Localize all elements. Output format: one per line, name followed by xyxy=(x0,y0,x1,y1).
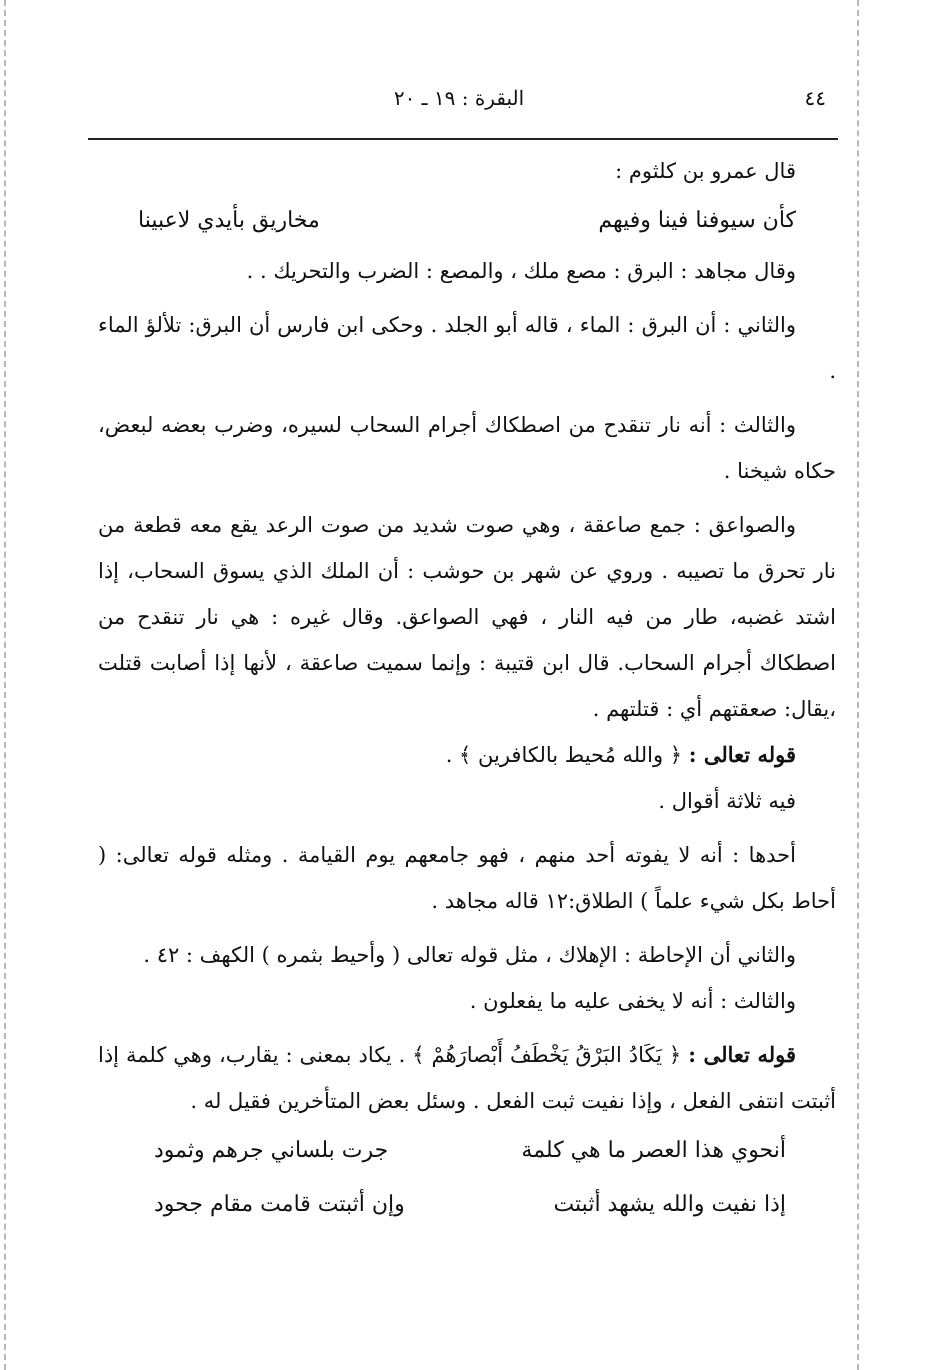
header-rule xyxy=(88,138,838,140)
verse-hemistich: مخاريق بأيدي لاعبينا xyxy=(138,208,320,233)
quran-quote-paragraph xyxy=(98,1032,836,1124)
quran-quote-paragraph xyxy=(98,732,836,778)
right-edge-marks xyxy=(857,0,859,1370)
paragraph: وقال مجاهد : البرق : مصع ملك ، والمصع : الضرب والتحريك . . xyxy=(246,259,796,283)
verse-hemistich: إذا نفيت والله يشهد أثبتت xyxy=(553,1192,786,1217)
paragraph: والثاني أن الإحاطة : الإهلاك ، مثل قوله تعالى ( وأحيط بثمره ) الكهف : ٤٢ . xyxy=(143,943,796,967)
paragraph: قال عمرو بن كلثوم : xyxy=(615,159,796,183)
left-edge-marks xyxy=(4,0,6,1370)
verse-hemistich: كأن سيوفنا فينا وفيهم xyxy=(598,208,796,233)
paragraph: أحدها : أنه لا يفوته أحد منهم ، فهو جامعهم يوم القيامة . ومثله قوله تعالى: ( أحاط بكل شيء علماً ) الطلاق:١٢ قاله مجاهد . xyxy=(98,843,836,913)
page-header xyxy=(92,86,826,120)
verse-line xyxy=(98,194,836,248)
verse-hemistich: وإن أثبتت قامت مقام جحود xyxy=(154,1192,405,1217)
paragraph: فيه ثلاثة أقوال . xyxy=(658,789,796,813)
verse-line xyxy=(98,1178,836,1232)
running-title: البقرة : ١٩ ـ ٢٠ xyxy=(393,86,525,110)
page-body xyxy=(98,148,836,1232)
paragraph: والثالث : أنه لا يخفى عليه ما يفعلون . xyxy=(469,989,796,1013)
quote-text: ﴿ والله مُحيط بالكافرين ﴾ . xyxy=(445,743,683,767)
quote-heading: قوله تعالى : xyxy=(688,742,796,767)
quote-text: ﴿ يَكَادُ البَرْقُ يَخْطَفُ أَبْصارَهُمْ ﴾ . يكاد بمعنى : يقارب، وهي كلمة إذا أثبتت انتفى الفعل ، وإذا نفيت ثبت الفعل . وسئل بعض المتأخرين فقيل له . xyxy=(98,1043,836,1113)
paragraph: والصواعق : جمع صاعقة ، وهي صوت شديد من صوت الرعد يقع معه قطعة من نار تحرق ما تصيبه . وروي عن شهر بن حوشب : أن الملك الذي يسوق السحاب، إذا اشتد غضبه، طار من فيه النار ، فهي الصواعق. وقال غيره : هي نار تنقدح من اصطكاك أجرام السحاب. قال ابن قتيبة : وإنما سميت صاعقة ، لأنها إذا أصابت قتلت ،يقال: صعقتهم أي : قتلتهم . xyxy=(98,513,836,721)
verse-hemistich: أنحوي هذا العصر ما هي كلمة xyxy=(521,1138,786,1163)
paragraph: والثالث : أنه نار تنقدح من اصطكاك أجرام السحاب لسيره، وضرب بعضه لبعض، حكاه شيخنا . xyxy=(98,413,836,483)
verse-hemistich: جرت بلساني جرهم وثمود xyxy=(154,1138,389,1163)
paragraph: والثاني : أن البرق : الماء ، قاله أبو الجلد . وحكى ابن فارس أن البرق: تلألؤ الماء . xyxy=(98,313,836,383)
verse-line xyxy=(98,1124,836,1178)
page-number: ٤٤ xyxy=(804,86,826,110)
quote-heading: قوله تعالى : xyxy=(688,1042,796,1067)
